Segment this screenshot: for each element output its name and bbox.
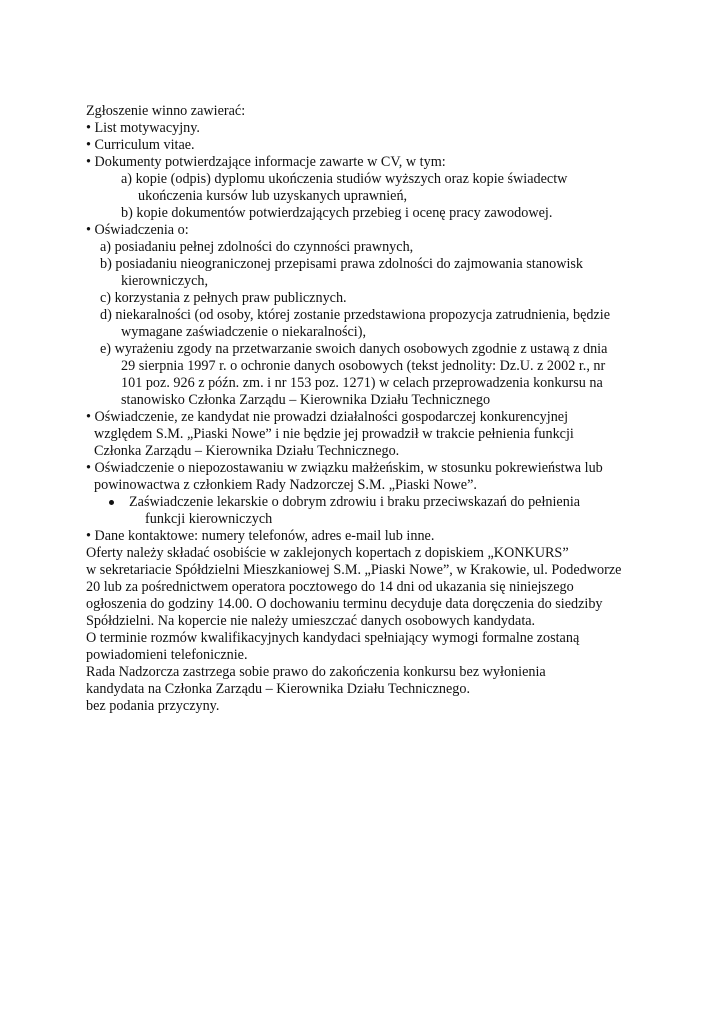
- list-item-no-competition-line2: względem S.M. „Piaski Nowe” i nie będzie jej prowadził w trakcie pełnienia funkcji: [94, 426, 574, 442]
- list-item-medical-line1: Zaświadczenie lekarskie o dobrym zdrowiu i braku przeciwskazań do pełnienia: [129, 494, 581, 510]
- declaration-e-line2: 29 sierpnia 1997 r. o ochronie danych osobowych (tekst jednolity: Dz.U. z 2002 r., nr: [121, 358, 606, 374]
- declaration-a: a) posiadaniu pełnej zdolności do czynności prawnych,: [100, 239, 414, 255]
- interviews-paragraph-line2: powiadomieni telefonicznie.: [86, 647, 248, 663]
- offers-paragraph-line2: w sekretariacie Spółdzielni Mieszkaniowej S.M. „Piaski Nowe”, w Krakowie, ul. Podedworze: [86, 562, 622, 578]
- board-paragraph-line1: Rada Nadzorcza zastrzega sobie prawo do zakończenia konkursu bez wyłonienia: [86, 664, 546, 680]
- declaration-e-line4: stanowisko Członka Zarządu – Kierownika Działu Technicznego: [121, 392, 491, 408]
- list-item-no-competition-line1: • Oświadczenie, ze kandydat nie prowadzi działalności gospodarczej konkurencyjnej: [86, 409, 569, 425]
- declaration-e-line1: e) wyrażeniu zgody na przetwarzanie swoich danych osobowych zgodnie z ustawą z dnia: [100, 341, 608, 357]
- declaration-b-line2: kierowniczych,: [121, 273, 209, 289]
- board-paragraph-line3: bez podania przyczyny.: [86, 698, 220, 714]
- list-item-medical-line2: funkcji kierowniczych: [145, 511, 273, 527]
- list-item-declarations: • Oświadczenia o:: [86, 222, 189, 238]
- declaration-b-line1: b) posiadaniu nieograniczonej przepisami prawa zdolności do zajmowania stanowisk: [100, 256, 584, 272]
- board-paragraph-line2: kandydata na Członka Zarządu – Kierownika Działu Technicznego.: [86, 681, 471, 697]
- declaration-e-line3: 101 poz. 926 z późn. zm. i nr 153 poz. 1271) w celach przeprowadzenia konkursu na: [121, 375, 603, 391]
- list-item-cv: • Curriculum vitae.: [86, 137, 195, 153]
- list-item-no-kinship-line2: powinowactwa z członkiem Rady Nadzorczej S.M. „Piaski Nowe”.: [94, 477, 477, 493]
- intro-heading: Zgłoszenie winno zawierać:: [86, 103, 246, 119]
- offers-paragraph-line3: 20 lub za pośrednictwem operatora pocztowego do 14 dni od ukazania się niniejszego: [86, 579, 574, 595]
- interviews-paragraph-line1: O terminie rozmów kwalifikacyjnych kandydaci spełniający wymogi formalne zostaną: [86, 630, 580, 646]
- declaration-c: c) korzystania z pełnych praw publicznych.: [100, 290, 347, 306]
- list-item-no-competition-line3: Członka Zarządu – Kierownika Działu Technicznego.: [94, 443, 400, 459]
- list-item-no-kinship-line1: • Oświadczenie o niepozostawaniu w związku małżeńskim, w stosunku pokrewieństwa lub: [86, 460, 603, 476]
- declaration-d-line2: wymagane zaświadczenie o niekaralności),: [121, 324, 367, 340]
- list-item-contact: • Dane kontaktowe: numery telefonów, adres e-mail lub inne.: [86, 528, 435, 544]
- list-item-motivation-letter: • List motywacyjny.: [86, 120, 200, 136]
- documents-sub-a-line2: ukończenia kursów lub uzyskanych uprawnień,: [138, 188, 408, 204]
- declaration-d-line1: d) niekaralności (od osoby, której zostanie przedstawiona propozycja zatrudnienia, będzie: [100, 307, 611, 323]
- bullet-icon: [109, 500, 114, 505]
- documents-sub-a-line1: a) kopie (odpis) dyplomu ukończenia studiów wyższych oraz kopie świadectw: [121, 171, 568, 187]
- offers-paragraph-line5: Spółdzielni. Na kopercie nie należy umieszczać danych osobowych kandydata.: [86, 613, 536, 629]
- documents-sub-b: b) kopie dokumentów potwierdzających przebieg i ocenę pracy zawodowej.: [121, 205, 553, 221]
- offers-paragraph-line4: ogłoszenia do godziny 14.00. O dochowaniu terminu decyduje data doręczenia do siedziby: [86, 596, 603, 612]
- list-item-documents: • Dokumenty potwierdzające informacje zawarte w CV, w tym:: [86, 154, 446, 170]
- offers-paragraph-line1: Oferty należy składać osobiście w zaklejonych kopertach z dopiskiem „KONKURS”: [86, 545, 569, 561]
